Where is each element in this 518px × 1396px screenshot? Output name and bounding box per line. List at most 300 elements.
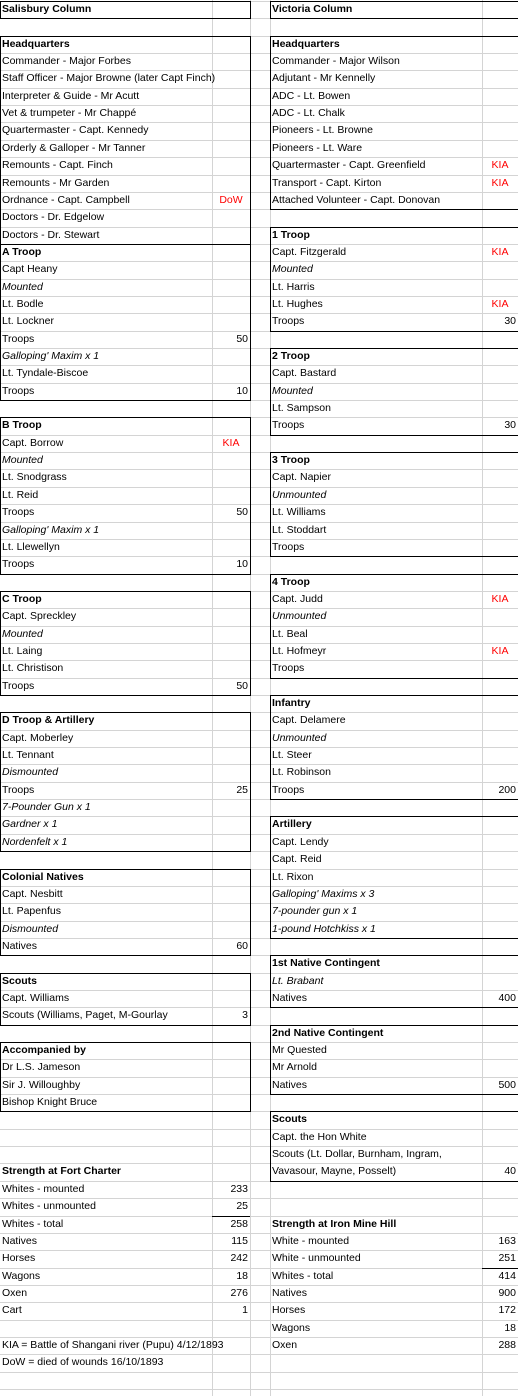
left-row [0, 1250, 250, 1267]
cell-text: Lt. Llewellyn [2, 540, 60, 553]
cell-number: 251 [498, 1252, 516, 1265]
cell-number: 400 [498, 991, 516, 1004]
cell-text: Commander - Major Wilson [272, 55, 400, 68]
cell-text: Lt. Bodle [2, 297, 44, 310]
left-row [0, 1059, 250, 1076]
cell-text: Capt. Moberley [2, 731, 74, 744]
left-row [0, 1042, 250, 1059]
cell-text: Artillery [272, 818, 312, 831]
cell-text: 3 Troop [272, 454, 310, 467]
left-row [0, 591, 250, 608]
right-row [270, 660, 518, 677]
right-row [270, 1216, 518, 1233]
right-row [270, 1285, 518, 1302]
cell-text: ADC - Lt. Bowen [272, 89, 351, 102]
cell-text: Oxen [2, 1286, 28, 1299]
left-row [0, 626, 250, 643]
left-row [0, 782, 250, 799]
cell-text: Lt. Christison [2, 662, 64, 675]
right-row [270, 313, 518, 330]
cell-text: C Troop [2, 592, 42, 605]
cell-text: Galloping' Maxim x 1 [2, 523, 100, 536]
cell-text: Troops [2, 558, 35, 571]
cell-text: Bishop Knight Bruce [2, 1096, 98, 1109]
right-row [270, 383, 518, 400]
left-row [0, 903, 250, 920]
left-row [0, 747, 250, 764]
cell-number: 30 [504, 419, 516, 432]
right-row [270, 1059, 518, 1076]
cell-text: Lt. Robinson [272, 766, 331, 779]
right-row [270, 782, 518, 799]
cell-text: Salisbury Column [2, 3, 92, 15]
cell-text: Troops [272, 783, 305, 796]
cell-text: Headquarters [272, 37, 340, 50]
left-row [0, 469, 250, 486]
cell-text: Strength at Iron Mine Hill [272, 1217, 397, 1230]
left-row [0, 730, 250, 747]
left-row [0, 712, 250, 729]
left-row [0, 435, 250, 452]
right-row [270, 608, 518, 625]
left-row [0, 175, 250, 192]
right-row [270, 452, 518, 469]
cell-number: 60 [236, 939, 248, 952]
cell-text: ADC - Lt. Chalk [272, 107, 345, 120]
cell-number: 30 [504, 315, 516, 328]
left-row [0, 53, 250, 70]
cell-text: Lt. Beal [272, 627, 308, 640]
cell-number: 414 [498, 1269, 516, 1282]
right-row [270, 851, 518, 868]
left-row [0, 990, 250, 1007]
left-row [0, 365, 250, 382]
cell-number: 18 [504, 1321, 516, 1334]
cell-text: Troops [272, 315, 305, 328]
right-row [270, 417, 518, 434]
cell-text: 1st Native Contingent [272, 957, 380, 970]
subtotal-rule [482, 1268, 518, 1269]
left-row [0, 157, 250, 174]
casualty-flag: KIA [491, 159, 509, 172]
cell-text: Galloping' Maxim x 1 [2, 350, 100, 362]
left-row [0, 105, 250, 122]
right-row [270, 626, 518, 643]
cell-text: 2nd Native Contingent [272, 1026, 384, 1039]
left-row [0, 1337, 250, 1354]
cell-text: A Troop [2, 245, 42, 258]
cell-text: KIA = Battle of Shangani river (Pupu) 4/12/1893 [2, 1338, 224, 1351]
right-row [270, 869, 518, 886]
left-row [0, 36, 250, 53]
right-row [270, 990, 518, 1007]
cell-text: Lt. Sampson [272, 402, 331, 415]
cell-text: Lt. Rixon [272, 870, 314, 883]
casualty-flag: DoW [219, 193, 243, 206]
right-row [270, 105, 518, 122]
cell-text: Orderly & Galloper - Mr Tanner [2, 141, 146, 154]
cell-text: Lt. Laing [2, 644, 43, 657]
cell-text: Troops [2, 506, 35, 519]
cell-text: Whites - total [272, 1269, 334, 1282]
cell-text: Dismounted [2, 766, 59, 779]
casualty-flag: KIA [491, 592, 509, 605]
right-row [270, 469, 518, 486]
cell-text: Mr Quested [272, 1044, 327, 1056]
cell-text: Transport - Capt. Kirton [272, 176, 382, 189]
grid-col-line [250, 0, 251, 1396]
cell-text: Unmounted [272, 731, 327, 744]
cell-text: Quartermaster - Capt. Greenfield [272, 159, 426, 172]
grid-row-line [0, 1372, 518, 1373]
cell-text: Unmounted [272, 610, 327, 623]
cell-text: Sir J. Willoughby [2, 1078, 81, 1091]
left-row [0, 869, 250, 886]
right-row [270, 70, 518, 87]
right-row [270, 1077, 518, 1094]
right-row [270, 279, 518, 296]
right-row [270, 157, 518, 174]
left-row [0, 140, 250, 157]
cell-text: Troops [2, 384, 35, 397]
cell-text: Horses [272, 1304, 306, 1317]
cell-text: Colonial Natives [2, 870, 84, 883]
cell-text: Doctors - Dr. Edgelow [2, 211, 105, 224]
cell-text: Galloping' Maxims x 3 [272, 887, 375, 900]
cell-text: Mounted [2, 280, 43, 293]
left-row [0, 973, 250, 990]
cell-text: Dr L.S. Jameson [2, 1061, 81, 1074]
cell-text: Whites - total [2, 1217, 64, 1230]
cell-text: Capt. Napier [272, 471, 331, 484]
right-row [270, 1042, 518, 1059]
right-row [270, 1111, 518, 1128]
left-row [0, 1, 250, 18]
cell-text: Lt. Hughes [272, 297, 323, 310]
left-row [0, 799, 250, 816]
cell-text: Lt. Snodgrass [2, 471, 67, 484]
left-row [0, 643, 250, 660]
left-row [0, 504, 250, 521]
cell-text: Pioneers - Lt. Browne [272, 124, 373, 137]
left-row [0, 487, 250, 504]
left-row [0, 660, 250, 677]
cell-number: 276 [230, 1286, 248, 1299]
cell-text: Mounted [272, 263, 313, 276]
cell-number: 242 [230, 1252, 248, 1265]
right-row [270, 175, 518, 192]
cell-number: 1 [242, 1304, 248, 1317]
right-row [270, 487, 518, 504]
cell-text: Capt Heany [2, 263, 58, 276]
cell-number: 115 [231, 1234, 248, 1247]
cell-text: Adjutant - Mr Kennelly [272, 72, 376, 85]
left-row [0, 244, 250, 261]
cell-text: 7-pounder gun x 1 [272, 905, 358, 918]
cell-text: Mounted [2, 454, 43, 467]
cell-text: Staff Officer - Major Browne (later Capt Finch) [2, 72, 216, 85]
cell-number: 50 [236, 679, 248, 692]
cell-number: 18 [236, 1269, 248, 1282]
left-row [0, 209, 250, 226]
cell-text: Capt. Reid [272, 853, 322, 866]
cell-number: 258 [230, 1217, 248, 1230]
left-row [0, 608, 250, 625]
casualty-flag: KIA [491, 245, 509, 258]
cell-text: 4 Troop [272, 575, 310, 588]
cell-text: Quartermaster - Capt. Kennedy [2, 124, 149, 137]
right-row [270, 244, 518, 261]
cell-text: Whites - mounted [2, 1182, 85, 1195]
cell-text: Pioneers - Lt. Ware [272, 141, 363, 154]
cell-text: Capt. Lendy [272, 835, 329, 848]
right-row [270, 712, 518, 729]
right-row [270, 1337, 518, 1354]
cell-text: Cart [2, 1304, 22, 1317]
cell-text: Scouts [2, 974, 38, 987]
right-row [270, 365, 518, 382]
cell-text: White - unmounted [272, 1252, 361, 1265]
cell-text: Accompanied by [2, 1044, 87, 1056]
right-row [270, 591, 518, 608]
right-row [270, 921, 518, 938]
cell-text: Scouts (Lt. Dollar, Burnham, Ingram, [272, 1148, 442, 1161]
left-row [0, 539, 250, 556]
cell-text: Natives [272, 1078, 308, 1091]
left-row [0, 1233, 250, 1250]
cell-text: Capt. Borrow [2, 436, 64, 449]
left-row [0, 921, 250, 938]
left-row [0, 452, 250, 469]
right-row [270, 53, 518, 70]
cell-text: Remounts - Capt. Finch [2, 159, 113, 172]
cell-text: Victoria Column [272, 3, 353, 15]
left-row [0, 816, 250, 833]
right-row [270, 1250, 518, 1267]
cell-text: DoW = died of wounds 16/10/1893 [2, 1356, 164, 1369]
cell-text: Mounted [272, 384, 313, 397]
cell-text: Commander - Major Forbes [2, 55, 131, 68]
right-row [270, 88, 518, 105]
cell-text: Lt. Hofmeyr [272, 644, 327, 657]
left-row [0, 1007, 250, 1024]
cell-number: 500 [498, 1078, 516, 1091]
cell-text: Strength at Fort Charter [2, 1165, 122, 1178]
left-row [0, 1302, 250, 1319]
right-row [270, 834, 518, 851]
left-row [0, 834, 250, 851]
cell-number: 288 [498, 1338, 516, 1351]
cell-text: Troops [272, 662, 305, 675]
left-row [0, 383, 250, 400]
cell-text: Lt. Harris [272, 280, 315, 293]
left-row [0, 1216, 250, 1233]
cell-text: Lt. Tennant [2, 749, 54, 762]
left-row [0, 1181, 250, 1198]
cell-text: D Troop & Artillery [2, 714, 95, 727]
right-row [270, 122, 518, 139]
cell-text: Lt. Steer [272, 749, 312, 762]
cell-text: Capt. Nesbitt [2, 887, 63, 900]
right-row [270, 504, 518, 521]
right-row [270, 1129, 518, 1146]
left-row [0, 122, 250, 139]
cell-text: Natives [272, 991, 308, 1004]
cell-text: Headquarters [2, 37, 70, 50]
cell-text: Oxen [272, 1338, 298, 1351]
left-row [0, 1077, 250, 1094]
right-row [270, 973, 518, 990]
cell-text: Mr Arnold [272, 1061, 317, 1074]
cell-text: Lt. Papenfus [2, 905, 61, 918]
left-row [0, 313, 250, 330]
right-row [270, 816, 518, 833]
cell-text: Capt. Judd [272, 592, 323, 605]
cell-text: Capt. Fitzgerald [272, 245, 347, 258]
right-row [270, 1146, 518, 1163]
cell-text: Scouts (Williams, Paget, M-Gourlay [2, 1009, 168, 1022]
casualty-flag: KIA [222, 436, 240, 449]
left-row [0, 88, 250, 105]
right-row [270, 261, 518, 278]
cell-text: Interpreter & Guide - Mr Acutt [2, 89, 140, 102]
cell-text: Natives [2, 1234, 38, 1247]
cell-number: 50 [236, 506, 248, 519]
cell-number: 10 [236, 558, 248, 571]
left-row [0, 1285, 250, 1302]
cell-text: Dismounted [2, 922, 59, 935]
cell-text: 1-pound Hotchkiss x 1 [272, 922, 376, 935]
right-row [270, 192, 518, 209]
cell-text: Natives [2, 939, 38, 952]
cell-text: White - mounted [272, 1234, 350, 1247]
cell-text: Troops [272, 419, 305, 432]
right-row [270, 764, 518, 781]
cell-text: Infantry [272, 697, 311, 709]
cell-text: Troops [2, 679, 35, 692]
left-row [0, 1163, 250, 1180]
right-row [270, 1, 518, 18]
cell-text: Scouts [272, 1113, 308, 1126]
cell-text: Mounted [2, 627, 43, 640]
left-row [0, 296, 250, 313]
right-row [270, 1268, 518, 1285]
cell-number: 233 [230, 1182, 248, 1195]
cell-text: Unmounted [272, 488, 327, 501]
cell-text: Wagons [2, 1269, 41, 1282]
left-row [0, 227, 250, 244]
cell-text: Troops [2, 783, 35, 796]
cell-text: 1 Troop [272, 228, 310, 241]
cell-text: Troops [272, 540, 305, 553]
left-row [0, 678, 250, 695]
cell-text: Troops [2, 332, 35, 345]
cell-text: Attached Volunteer - Capt. Donovan [272, 193, 441, 206]
left-row [0, 1354, 250, 1371]
right-row [270, 227, 518, 244]
right-row [270, 695, 518, 712]
right-row [270, 296, 518, 313]
left-row [0, 417, 250, 434]
left-row [0, 261, 250, 278]
right-row [270, 348, 518, 365]
right-row [270, 36, 518, 53]
cell-text: Lt. Brabant [272, 974, 324, 987]
cell-text: Capt. Williams [2, 991, 70, 1004]
cell-text: Nordenfelt x 1 [2, 835, 68, 848]
casualty-flag: KIA [491, 644, 509, 657]
subtotal-rule [212, 1216, 250, 1217]
right-row [270, 1302, 518, 1319]
right-row [270, 903, 518, 920]
right-row [270, 574, 518, 591]
cell-text: Wagons [272, 1321, 311, 1334]
left-row [0, 522, 250, 539]
left-row [0, 348, 250, 365]
cell-text: Capt. Delamere [272, 714, 346, 727]
cell-text: Lt. Lockner [2, 315, 54, 328]
cell-text: Lt. Tyndale-Biscoe [2, 367, 89, 380]
casualty-flag: KIA [491, 297, 509, 310]
left-row [0, 70, 250, 87]
left-row [0, 192, 250, 209]
right-row [270, 1163, 518, 1180]
right-row [270, 1320, 518, 1337]
right-row [270, 730, 518, 747]
cell-text: Horses [2, 1252, 36, 1265]
cell-text: Ordnance - Capt. Campbell [2, 193, 130, 206]
right-row [270, 539, 518, 556]
cell-text: Capt. Spreckley [2, 610, 77, 623]
left-row [0, 886, 250, 903]
cell-number: 163 [498, 1234, 516, 1247]
grid-row-line [0, 1389, 518, 1390]
right-row [270, 140, 518, 157]
right-row [270, 955, 518, 972]
right-row [270, 1025, 518, 1042]
cell-number: 10 [236, 384, 248, 397]
left-row [0, 764, 250, 781]
left-row [0, 1268, 250, 1285]
cell-text: Gardner x 1 [2, 818, 58, 831]
cell-number: 25 [236, 783, 248, 796]
cell-text: Vavasour, Mayne, Posselt) [272, 1165, 397, 1178]
right-row [270, 1233, 518, 1250]
cell-number: 3 [242, 1009, 248, 1022]
left-row [0, 1094, 250, 1111]
cell-text: Lt. Stoddart [272, 523, 327, 536]
cell-number: 25 [236, 1200, 248, 1213]
left-row [0, 1198, 250, 1215]
cell-number: 900 [498, 1286, 516, 1299]
cell-text: Capt. the Hon White [272, 1130, 367, 1143]
right-row [270, 400, 518, 417]
right-row [270, 643, 518, 660]
cell-number: 40 [504, 1165, 516, 1178]
cell-text: Lt. Reid [2, 488, 39, 501]
cell-number: 50 [236, 332, 248, 345]
cell-text: 7-Pounder Gun x 1 [2, 801, 91, 814]
cell-text: Remounts - Mr Garden [2, 176, 110, 189]
left-row [0, 279, 250, 296]
cell-text: Whites - unmounted [2, 1200, 96, 1213]
cell-number: 172 [498, 1304, 516, 1317]
cell-text: B Troop [2, 419, 42, 432]
cell-number: 200 [498, 783, 516, 796]
right-row [270, 747, 518, 764]
cell-text: Vet & trumpeter - Mr Chappé [2, 107, 137, 120]
left-row [0, 556, 250, 573]
